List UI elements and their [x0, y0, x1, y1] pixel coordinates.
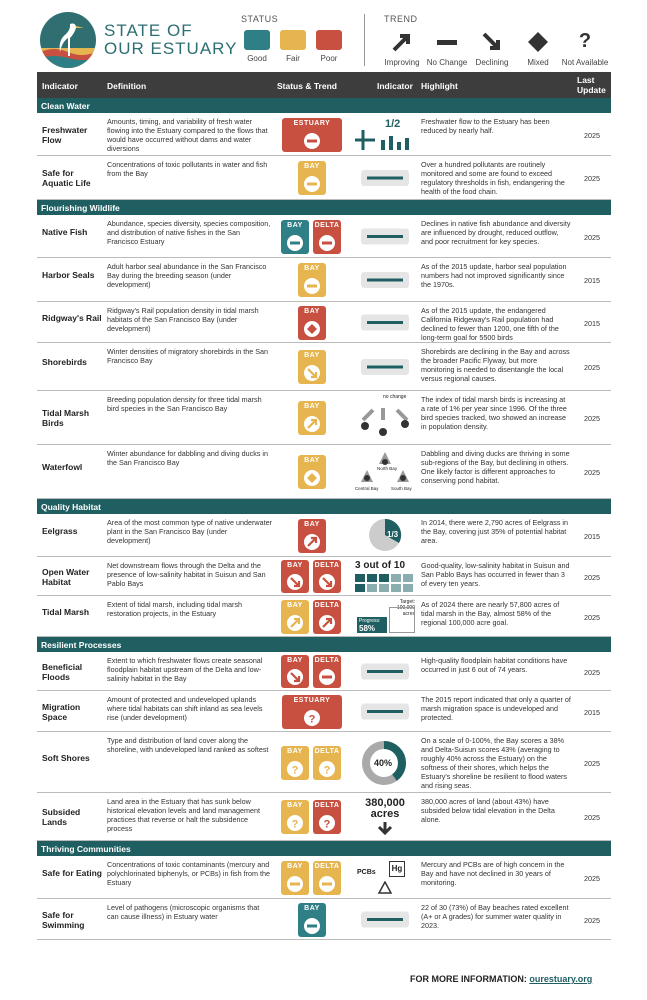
- indicator-graphic: [353, 902, 417, 937]
- status-badge: [282, 695, 342, 729]
- highlight-text: Over a hundred pollutants are routinely monitored and some are found to exceed regulatory thresholds in fish, endangering the health of the food chain.: [421, 160, 565, 196]
- graphic-text-hg: Hg: [389, 861, 405, 877]
- status-badge: [281, 655, 309, 688]
- section-header: Thriving Communities: [37, 841, 611, 856]
- table-body: [37, 98, 611, 940]
- col-status-trend: Status & Trend: [277, 81, 337, 91]
- indicator-name: Tidal Marsh Birds: [42, 408, 90, 428]
- indicator-name: Beneficial Floods: [42, 661, 83, 682]
- trend-improving-icon: [304, 416, 320, 432]
- graphic-text: 3 out of 10: [355, 560, 406, 571]
- trend-mixed-label: Mixed: [527, 58, 549, 67]
- section-header: Flourishing Wildlife: [37, 200, 611, 215]
- badge-region: DELTA: [314, 657, 340, 664]
- trend-declining-label: Declining: [475, 58, 509, 67]
- status-badge: [313, 861, 341, 895]
- indicator-graphic: [353, 517, 417, 554]
- table-row: [37, 652, 611, 691]
- indicator-illustration-icon: [353, 346, 417, 388]
- badge-region: ESTUARY: [293, 119, 331, 127]
- col-definition: Definition: [107, 81, 147, 91]
- trend-declining-icon: [287, 574, 303, 590]
- svg-text:?: ?: [291, 818, 299, 831]
- col-indicator-graphic: Indicator: [377, 81, 413, 91]
- badge-region: BAY: [304, 457, 320, 464]
- last-update-year: 2025: [584, 363, 600, 372]
- last-update-year: 2025: [584, 813, 600, 822]
- indicator-name: Safe for Aquatic Life: [42, 168, 91, 188]
- highlight-text: Declines in native fish abundance and diversity are influenced by drought, reduced outflow, and poor recruitment for key species.: [421, 219, 571, 246]
- status-fair-label: Fair: [286, 54, 300, 63]
- indicator-name: Migration Space: [42, 701, 81, 722]
- water-flow-icon: [353, 122, 417, 152]
- table-row: [37, 514, 611, 557]
- table-row: [37, 343, 611, 391]
- badge-region: BAY: [304, 265, 320, 272]
- badge-region: DELTA: [314, 862, 340, 870]
- highlight-text: As of 2024 there are nearly 57,800 acres of tidal marsh in the Bay, almost 58% of the regional 100,000 acre goal.: [421, 600, 560, 627]
- graphic-text-central: Central Bay: [355, 486, 379, 491]
- table-row: [37, 793, 611, 841]
- trend-legend-title: TREND: [384, 14, 418, 24]
- indicator-illustration-icon: [353, 218, 417, 255]
- footer: [410, 974, 592, 984]
- last-update-year: 2025: [584, 612, 600, 622]
- status-badge: [298, 903, 326, 937]
- badge-region: BAY: [304, 352, 320, 359]
- badge-region: DELTA: [314, 747, 340, 755]
- trend-declining-icon: [319, 574, 335, 590]
- indicator-illustration-icon: [353, 261, 417, 299]
- indicator-definition: Area of the most common type of native underwater plant in the San Francisco Bay (under development): [107, 518, 272, 545]
- status-badge: [281, 800, 309, 834]
- mixed-diamond-icon: [526, 30, 550, 54]
- indicator-illustration-icon: [353, 655, 417, 688]
- indicator-graphic: [353, 159, 417, 197]
- highlight-text: As of the 2015 update, harbor seal population numbers had not improved significantly since the 1970s.: [421, 262, 567, 289]
- col-highlight: Highlight: [421, 81, 458, 91]
- indicator-graphic: [353, 305, 417, 340]
- indicator-definition: Concentrations of toxic contaminants (mercury and polychlorinated biphenyls, or PCBs) in fish from the Estuary: [107, 860, 270, 887]
- no-change-bar-icon: [435, 30, 459, 54]
- last-update-year: 2015: [584, 318, 600, 328]
- trend-mixed-icon: [304, 321, 320, 337]
- table-row: [37, 302, 611, 343]
- indicator-name: Safe for Swimming: [42, 909, 85, 930]
- indicator-graphic: [353, 655, 417, 688]
- indicator-graphic: [353, 599, 417, 634]
- graphic-text: 1/2: [385, 118, 401, 130]
- indicator-illustration-icon: [353, 694, 417, 729]
- status-badge: [298, 519, 326, 553]
- estuary-logo: [40, 12, 96, 68]
- trend-na-icon: [319, 815, 335, 831]
- svg-text:?: ?: [308, 713, 316, 725]
- table-row: [37, 258, 611, 302]
- indicator-definition: Winter abundance for dabbling and diving ducks in the San Francisco Bay: [107, 449, 269, 467]
- trend-improving-icon: [287, 615, 303, 631]
- status-badge: [281, 861, 309, 895]
- indicator-name: Subsided Lands: [42, 807, 81, 827]
- declining-arrow-icon: [480, 30, 504, 54]
- table-row: [37, 113, 611, 156]
- status-badge: [298, 306, 326, 340]
- table-row: [37, 856, 611, 899]
- trend-na-icon: [304, 710, 320, 726]
- status-badge: [298, 350, 326, 384]
- last-update-year: 2025: [584, 572, 600, 582]
- indicator-graphic: [353, 218, 417, 255]
- status-badge: [282, 118, 342, 152]
- waterfowl-icon: [353, 448, 417, 488]
- trend-nochange-icon: [319, 235, 335, 251]
- status-badge: [281, 560, 309, 593]
- indicator-definition: Winter densities of migratory shorebirds in the San Francisco Bay: [107, 347, 268, 365]
- highlight-text: Good-quality, low-salinity habitat in Suisun and San Pablo Bays has occurred in fewer than 3 of every ten years.: [421, 561, 570, 588]
- table-row: [37, 596, 611, 637]
- highlight-text: Freshwater flow to the Estuary has been reduced by nearly half.: [421, 117, 550, 135]
- indicator-definition: Extent of tidal marsh, including tidal marsh restoration projects, in the Estuary: [107, 600, 243, 618]
- not-available-question-icon: ?: [578, 30, 592, 52]
- last-update-year: 2015: [584, 707, 600, 717]
- badge-region: BAY: [287, 221, 303, 229]
- badge-region: BAY: [287, 862, 303, 870]
- trend-nochange-icon: [287, 876, 303, 892]
- status-badge: [313, 746, 341, 780]
- last-update-year: 2025: [584, 232, 600, 242]
- trend-improving-icon: [319, 615, 335, 631]
- highlight-text: As of the 2015 update, the endangered California Ridgeway's Rail population had declined to fewer than 1200, one fifth of the long-term goal for 5500 birds: [421, 306, 559, 342]
- section-header: Clean Water: [37, 98, 611, 113]
- table-header: [37, 72, 611, 98]
- status-badge: [281, 746, 309, 780]
- indicator-illustration-icon: [353, 902, 417, 937]
- status-badge: [313, 220, 341, 254]
- last-update-year: 2015: [584, 276, 600, 285]
- status-badge: [313, 655, 341, 688]
- table-row: [37, 691, 611, 732]
- status-badge: [313, 560, 341, 593]
- badge-region: BAY: [304, 163, 320, 170]
- indicator-definition: Level of pathogens (microscopic organisms that can cause illness) in Estuary water: [107, 903, 260, 921]
- badge-region: DELTA: [314, 601, 340, 609]
- last-update-year: 2025: [584, 873, 600, 883]
- status-fair-swatch: [280, 30, 306, 50]
- trend-declining-icon: [304, 365, 320, 381]
- svg-text:?: ?: [291, 764, 299, 776]
- badge-region: BAY: [304, 307, 320, 315]
- badge-region: DELTA: [314, 221, 340, 229]
- target-box: [389, 607, 415, 633]
- col-indicator: Indicator: [42, 81, 78, 91]
- title-line-2: OUR ESTUARY: [104, 39, 238, 58]
- indicator-graphic: [353, 346, 417, 388]
- highlight-text: On a scale of 0-100%, the Bay scores a 38% and Delta-Suisun scores 43% (averaging to roughly 40% across the Estuary) on the softness of their shores, which helps the Estuary's shoreline be resilient to flood waters and rising seas.: [421, 736, 567, 790]
- indicator-name: Native Fish: [42, 226, 88, 237]
- legend-divider: [364, 14, 365, 66]
- svg-text:?: ?: [323, 764, 331, 776]
- indicator-name: Waterfowl: [42, 462, 83, 472]
- indicator-illustration-icon: [353, 159, 417, 197]
- highlight-text: Dabbling and diving ducks are thriving in some sub-regions of the Bay, but declining in others. One likely factor is different approaches to conserving pond habitat.: [421, 449, 570, 485]
- col-last-update-line2: Update: [577, 85, 606, 95]
- indicator-name: Soft Shores: [42, 752, 90, 763]
- indicator-definition: Concentrations of toxic pollutants in water and fish from the Bay: [107, 160, 268, 178]
- indicator-graphic: [353, 394, 417, 442]
- last-update-year: 2025: [584, 130, 600, 140]
- trend-nochange-icon: [319, 876, 335, 892]
- graphic-text: no change: [383, 394, 407, 400]
- badge-region: BAY: [287, 562, 303, 569]
- indicator-definition: Adult harbor seal abundance in the San Francisco Bay during the breeding season (under development): [107, 262, 267, 289]
- table-row: [37, 156, 611, 200]
- footer-link[interactable]: ourestuary.org: [529, 974, 593, 984]
- badge-region: BAY: [304, 403, 320, 410]
- indicator-graphic: [353, 261, 417, 299]
- last-update-year: 2025: [584, 915, 600, 925]
- site-title: [104, 22, 238, 58]
- status-poor-label: Poor: [320, 54, 338, 63]
- indicator-definition: Amounts, timing, and variability of fresh water flowing into the Estuary compared to the flows that would have occurred without dams and water diversions: [107, 117, 268, 153]
- status-badge: [313, 600, 341, 634]
- indicator-graphic: [353, 116, 417, 153]
- badge-region: ESTUARY: [293, 696, 331, 704]
- svg-text:?: ?: [323, 818, 331, 831]
- trend-na-icon: [319, 761, 335, 777]
- indicator-name: Freshwater Flow: [42, 124, 88, 145]
- badge-region: BAY: [287, 802, 303, 809]
- trend-not-available-label: Not Available: [561, 58, 609, 67]
- improving-arrow-icon: [390, 30, 414, 54]
- last-update-year: 2025: [584, 468, 600, 477]
- trend-improving-label: Improving: [384, 58, 420, 67]
- trend-improving-icon: [304, 534, 320, 550]
- trend-na-icon: [287, 761, 303, 777]
- indicator-graphic: [353, 796, 417, 838]
- indicator-definition: Net downstream flows through the Delta and the presence of low-salinity habitat in Suisun and San Pablo Bays: [107, 561, 266, 588]
- title-line-1: STATE OF: [104, 21, 193, 40]
- highlight-text: Mercury and PCBs are of high concern in the Bay and have not declined in 30 years of monitoring.: [421, 860, 565, 887]
- indicator-definition: Abundance, species diversity, species composition, and distribution of native fishes in the San Francisco Estuary: [107, 219, 271, 246]
- status-good-label: Good: [247, 54, 267, 63]
- table-row: [37, 215, 611, 258]
- progress-box: Progress: 58%: [357, 617, 387, 633]
- indicator-graphic: [353, 859, 417, 896]
- badge-region: DELTA: [314, 562, 340, 569]
- footer-label: FOR MORE INFORMATION:: [410, 974, 527, 984]
- last-update-year: 2025: [584, 667, 600, 677]
- highlight-text: The index of tidal marsh birds is increasing at a rate of 1% per year since 1996. Of the three bird species tracked, two showed an increase in population density.: [421, 395, 567, 431]
- indicator-name: Shorebirds: [42, 357, 87, 367]
- trend-declining-icon: [287, 669, 303, 685]
- status-badge: [298, 263, 326, 297]
- section-header: Resilient Processes: [37, 637, 611, 652]
- indicator-table: [37, 72, 611, 940]
- col-last-update-line1: Last: [577, 75, 595, 85]
- highlight-text: Shorebirds are declining in the Bay and across the broader Pacific Flyway, but more monitoring is needed to disentangle the local versus regional causes.: [421, 347, 570, 383]
- graphic-text-pcb: PCBs: [357, 869, 376, 876]
- last-update-year: 2015: [584, 531, 600, 541]
- status-badge: [281, 220, 309, 254]
- graphic-target-label: Target: 100,000 acres: [396, 599, 415, 617]
- graphic-text-north: North Bay: [377, 466, 398, 471]
- down-arrow-icon: [353, 822, 417, 836]
- table-row: [37, 391, 611, 445]
- badge-region: BAY: [304, 520, 320, 528]
- badge-region: BAY: [287, 747, 303, 755]
- trend-nochange-icon: [304, 278, 320, 294]
- highlight-text: In 2014, there were 2,790 acres of Eelgrass in the Bay, covering just 35% of potential habitat area.: [421, 518, 569, 545]
- highlight-text: High-quality floodplain habitat conditions have occurred in just 6 out of 74 years.: [421, 656, 568, 674]
- status-badge: [313, 800, 341, 834]
- indicator-name: Safe for Eating: [42, 867, 102, 878]
- highlight-text: 22 of 30 (73%) of Bay beaches rated excellent (A+ or A grades) for summer water quality in 2023.: [421, 903, 569, 930]
- marsh-birds-icon: [353, 400, 417, 440]
- status-badge: [298, 455, 326, 489]
- status-good-swatch: [244, 30, 270, 50]
- section-header: Quality Habitat: [37, 499, 611, 514]
- badge-region: BAY: [304, 904, 320, 912]
- indicator-graphic: [353, 448, 417, 496]
- trend-none-icon: [304, 133, 320, 149]
- status-poor-swatch: [316, 30, 342, 50]
- last-update-year: 2025: [584, 758, 600, 768]
- indicator-illustration-icon: [353, 305, 417, 340]
- table-row: [37, 445, 611, 499]
- trend-nochange-icon: [287, 235, 303, 251]
- indicator-definition: Breeding population density for three tidal marsh bird species in the San Francisco Bay: [107, 395, 262, 413]
- indicator-graphic: [353, 560, 417, 593]
- last-update-year: 2025: [584, 414, 600, 423]
- eelgrass-pie-icon: [365, 517, 405, 553]
- indicator-definition: Land area in the Estuary that has sunk below historical elevation levels and land management practices that reverse or halt the subsidence process: [107, 797, 261, 833]
- status-badge: [298, 161, 326, 195]
- badge-region: BAY: [287, 657, 303, 664]
- indicator-definition: Ridgway's Rail population density in tidal marsh habitats of the San Francisco Bay (under development): [107, 306, 259, 333]
- indicator-definition: Extent to which freshwater flows create seasonal floodplain habitat upstream of the Delta and low-salinity habitat in the Bay: [107, 656, 263, 683]
- indicator-graphic: [353, 735, 417, 790]
- indicator-name: Tidal Marsh: [42, 606, 90, 617]
- status-badge: [281, 600, 309, 634]
- indicator-name: Harbor Seals: [42, 270, 95, 280]
- graphic-text-south: South Bay: [391, 486, 412, 491]
- indicator-graphic: [353, 694, 417, 729]
- indicator-name: Ridgway's Rail: [42, 312, 102, 323]
- years-grid-icon: [353, 560, 417, 596]
- graphic-text: 1/3: [387, 530, 399, 539]
- highlight-text: 380,000 acres of land (about 43%) have subsided below tidal elevation in the Delta alone.: [421, 797, 555, 824]
- last-update-year: 2025: [584, 174, 600, 183]
- badge-region: BAY: [287, 601, 303, 609]
- indicator-name: Open Water Habitat: [42, 566, 90, 587]
- table-row: [37, 899, 611, 940]
- warning-triangle-icon: [353, 881, 417, 895]
- indicator-definition: Type and distribution of land cover along the shoreline, with undeveloped land ranked as softest: [107, 736, 269, 754]
- col-last-update: [577, 75, 606, 95]
- table-row: [37, 732, 611, 793]
- indicator-definition: Amount of protected and undeveloped uplands where tidal habitats can shift inland as sea levels rise (under development): [107, 695, 263, 722]
- trend-na-icon: [287, 815, 303, 831]
- graphic-text: 380,000 acres: [365, 797, 405, 820]
- table-row: [37, 557, 611, 596]
- graphic-text: 40%: [374, 757, 393, 768]
- highlight-text: The 2015 report indicated that only a quarter of marsh migration space is undeveloped and protected.: [421, 695, 571, 722]
- trend-nochange-icon: [304, 176, 320, 192]
- trend-no-change-label: No Change: [426, 58, 468, 67]
- trend-nochange-icon: [319, 669, 335, 685]
- indicator-name: Eelgrass: [42, 525, 78, 536]
- page-header: [0, 0, 647, 72]
- status-badge: [298, 401, 326, 435]
- trend-mixed-icon: [304, 470, 320, 486]
- trend-nochange-icon: [304, 918, 320, 934]
- badge-region: DELTA: [314, 802, 340, 809]
- status-legend-title: STATUS: [241, 14, 279, 24]
